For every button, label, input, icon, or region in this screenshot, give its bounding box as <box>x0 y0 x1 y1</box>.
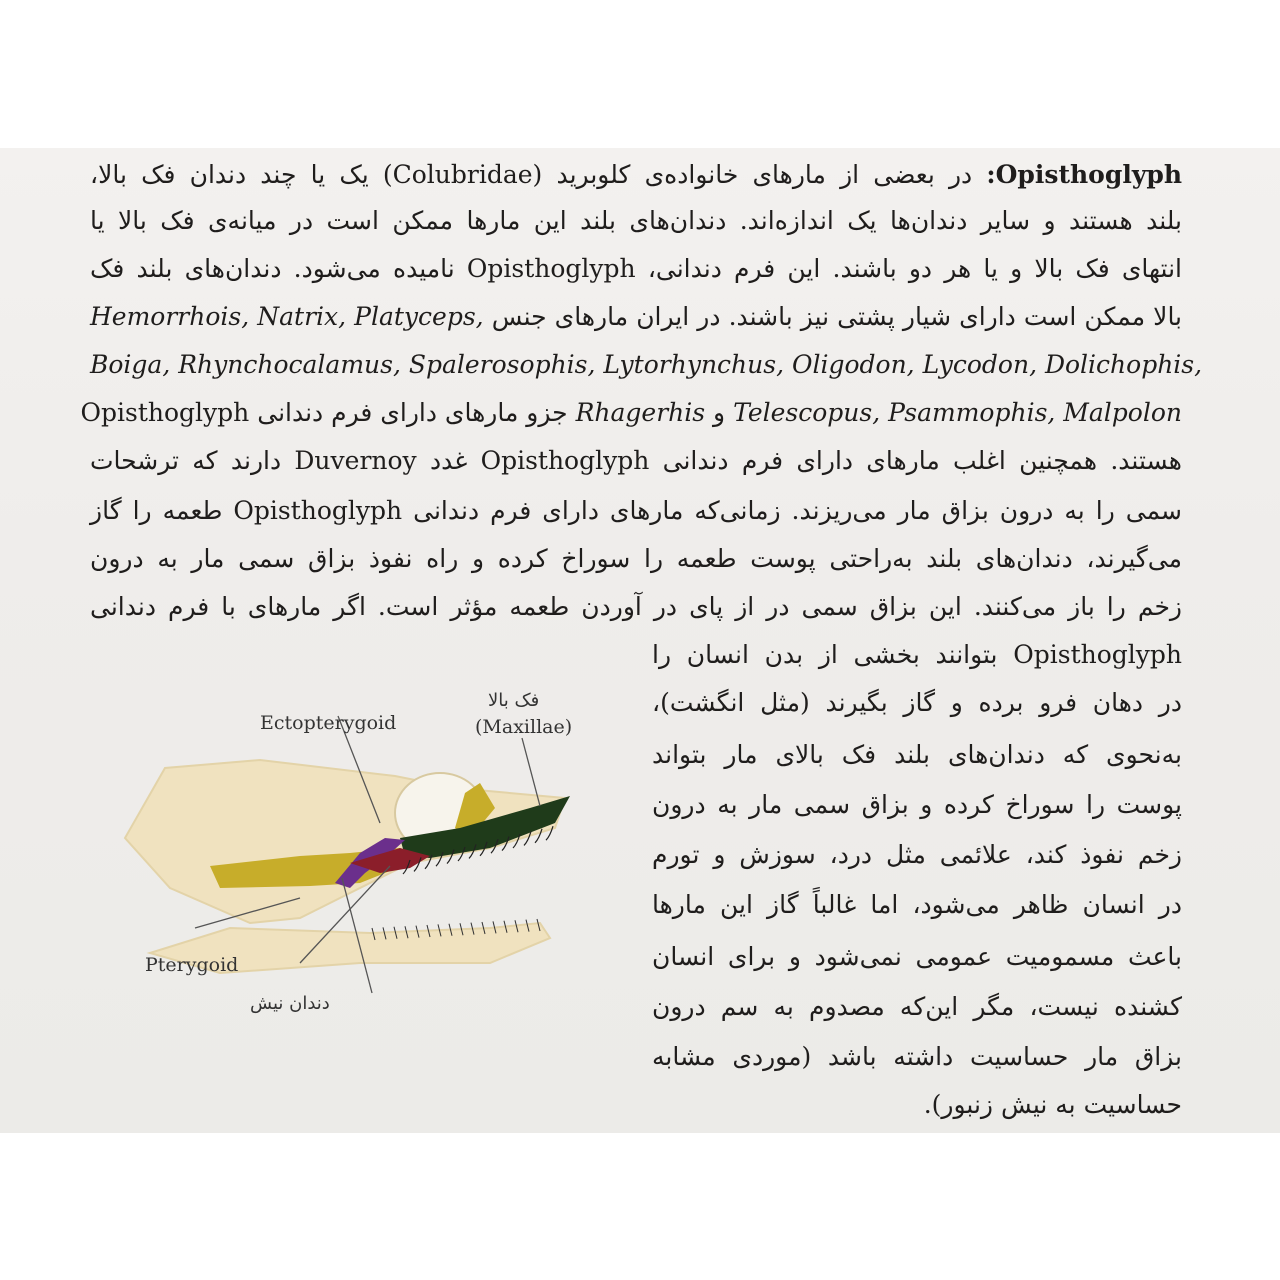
text-run: پوست را سوراخ کرده و بزاق سمی مار به درون <box>652 790 1182 819</box>
text-run: در بعضی از مارهای خانواده‌ی کلوبرید <box>542 160 973 189</box>
text-line <box>90 204 1182 238</box>
text-line <box>90 590 1182 624</box>
text-run: جزو مارهای دارای فرم دندانی Opisthoglyph <box>80 398 568 427</box>
text-run: هستند. همچنین اغلب مارهای دارای فرم دندانی Opisthoglyph غدد Duvernoy دارند که ترشحات <box>90 446 1182 475</box>
text-line <box>90 542 1182 576</box>
text-run: در انسان ظاهر می‌شود، اما غالباً گاز این مارها <box>652 890 1182 919</box>
text-line <box>90 300 1182 334</box>
text-run: و <box>705 398 726 427</box>
text-run: انتهای فک بالا و یا هر دو باشند. این فرم دندانی، Opisthoglyph نامیده می‌شود. دندان‌های بلند فک <box>90 254 1182 283</box>
text-line <box>652 638 1182 672</box>
text-line <box>652 686 1182 720</box>
genus-names: Boiga, Rhynchocalamus, Spalerosophis, Lytorhynchus, Oligodon, Lycodon, Dolichophis, <box>90 350 1203 379</box>
text-run: به‌نحوی که دندان‌های بلند فک بالای مار بتواند <box>652 740 1182 769</box>
text-run: Opisthoglyph بتوانند بخشی از بدن انسان را <box>652 640 1182 669</box>
text-run: حساسیت به نیش زنبور). <box>923 1090 1182 1119</box>
text-line <box>652 940 1182 974</box>
text-line <box>652 1040 1182 1074</box>
text-line <box>652 738 1182 772</box>
text-run: بلند هستند و سایر دندان‌ها یک اندازه‌اند. دندان‌های بلند این مارها ممکن است در میانه‌ی فک بالا یا <box>90 206 1182 235</box>
text-line <box>652 838 1182 872</box>
snake-skull-figure <box>110 688 600 1028</box>
term-heading: Opisthoglyph <box>995 160 1182 189</box>
text-line <box>90 252 1182 286</box>
text-line <box>90 494 1182 528</box>
text-run: یک یا چند دندان فک بالا، <box>90 160 369 189</box>
label-fang: دندان نیش <box>250 993 330 1014</box>
text-run: سمی را به درون بزاق مار می‌ریزند. زمانی‌که مارهای دارای فرم دندانی Opisthoglyph طعمه را گاز <box>90 496 1182 525</box>
text-run: زخم را باز می‌کنند. این بزاق سمی در از پای در آوردن طعمه مؤثر است. اگر مارهای با فرم دندانی <box>90 592 1182 621</box>
text-run: باعث مسمومیت عمومی نمی‌شود و برای انسان <box>652 942 1182 971</box>
text-run: بزاق مار حساسیت داشته باشد (موردی مشابه <box>652 1042 1182 1071</box>
label-maxillae-fa: فک بالا <box>488 690 540 711</box>
text-run: (Colubridae) <box>382 160 543 189</box>
text-line <box>652 888 1182 922</box>
text-line <box>90 348 1203 382</box>
text-line <box>80 396 1182 430</box>
book-page <box>0 148 1280 1133</box>
text-line <box>652 990 1182 1024</box>
label-maxillae-en: (Maxillae) <box>475 716 573 738</box>
text-run: کشنده نیست، مگر این‌که مصدوم به سم درون <box>652 992 1182 1021</box>
genus-names: Rhagerhis <box>575 398 706 427</box>
text-line: Opisthoglyph: در بعضی از مارهای خانواده‌ی کلوبرید (Colubridae) یک یا چند دندان فک بالا، <box>90 160 1182 189</box>
text-line <box>652 788 1182 822</box>
label-ectopterygoid: Ectopterygoid <box>260 712 397 734</box>
label-pterygoid: Pterygoid <box>145 954 239 976</box>
text-line <box>90 444 1182 478</box>
genus-names: Hemorrhois, Natrix, Platyceps, <box>90 302 484 331</box>
text-run: می‌گیرند، دندان‌های بلند به‌راحتی پوست طعمه را سوراخ کرده و راه نفوذ بزاق سمی مار به درون <box>90 544 1182 573</box>
text-run: در دهان فرو برده و گاز بگیرند (مثل انگشت)، <box>652 688 1182 717</box>
text-run: بالا ممکن است دارای شیار پشتی نیز باشند. در ایران مارهای جنس <box>483 302 1183 331</box>
text-line <box>652 1088 1182 1122</box>
genus-names: Telescopus, Psammophis, Malpolon <box>733 398 1182 427</box>
skull-illustration <box>110 688 600 1028</box>
text-run: زخم نفوذ کند، علائمی مثل درد، سوزش و تورم <box>652 840 1182 869</box>
